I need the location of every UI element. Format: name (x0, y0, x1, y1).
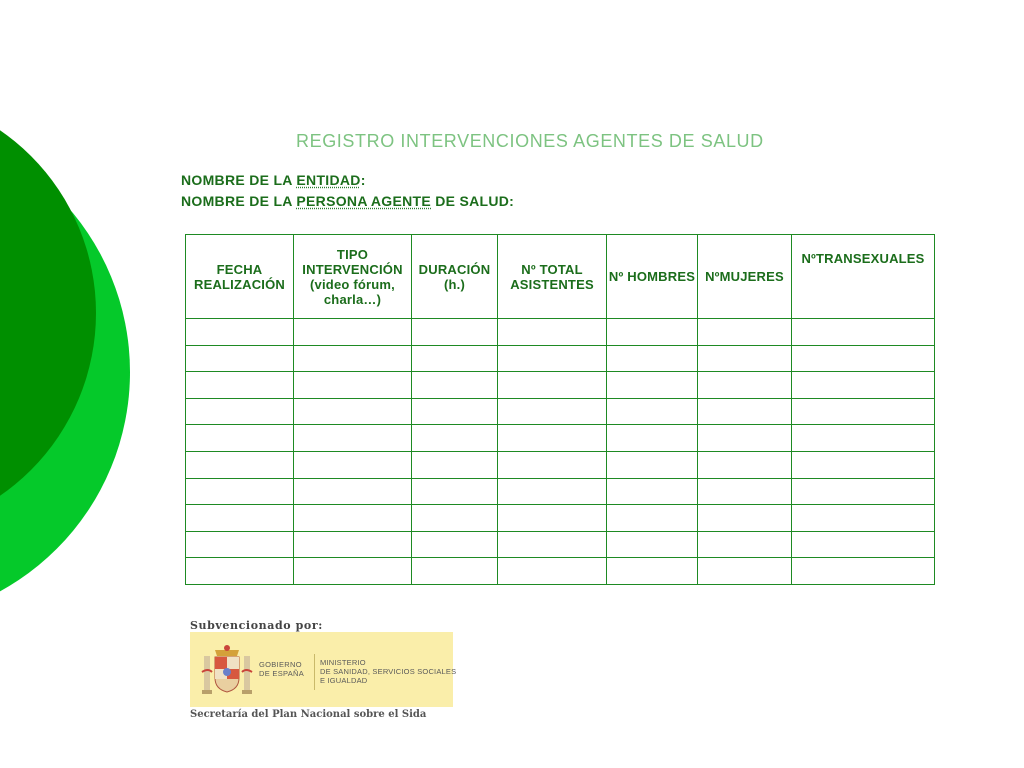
table-cell[interactable] (607, 558, 698, 585)
logo-line: E IGUALDAD (320, 676, 368, 685)
table-cell[interactable] (607, 451, 698, 478)
table-cell[interactable] (792, 319, 935, 346)
table-row (186, 398, 935, 425)
table-cell[interactable] (698, 531, 792, 558)
logo-line: DE SANIDAD, SERVICIOS SOCIALES (320, 667, 457, 676)
table-cell[interactable] (412, 451, 498, 478)
table-row (186, 531, 935, 558)
table-cell[interactable] (792, 505, 935, 532)
table-cell[interactable] (698, 319, 792, 346)
field-label-underlined: ENTIDAD (296, 172, 361, 188)
logo-line: DE ESPAÑA (259, 669, 305, 678)
table-cell[interactable] (412, 478, 498, 505)
table-cell[interactable] (186, 451, 294, 478)
header-total-attendees: Nº TOTAL ASISTENTES (498, 235, 607, 319)
table-cell[interactable] (698, 372, 792, 399)
table-row (186, 372, 935, 399)
logo-line: GOBIERNO (259, 660, 302, 669)
table-cell[interactable] (792, 558, 935, 585)
table-cell[interactable] (412, 345, 498, 372)
table-cell[interactable] (294, 372, 412, 399)
table-cell[interactable] (186, 345, 294, 372)
table-cell[interactable] (607, 372, 698, 399)
table-cell[interactable] (498, 451, 607, 478)
entity-name-field (181, 172, 366, 188)
table-cell[interactable] (607, 478, 698, 505)
field-label-suffix: : (360, 172, 366, 188)
table-cell[interactable] (698, 505, 792, 532)
field-label-underlined: PERSONA AGENTE (296, 193, 432, 209)
table-cell[interactable] (498, 531, 607, 558)
table-cell[interactable] (412, 558, 498, 585)
table-cell[interactable] (294, 558, 412, 585)
table-cell[interactable] (698, 425, 792, 452)
header-intervention-type: TIPO INTERVENCIÓN (video fórum, charla…) (294, 235, 412, 319)
table-cell[interactable] (792, 451, 935, 478)
table-row (186, 478, 935, 505)
table-cell[interactable] (698, 398, 792, 425)
table-cell[interactable] (792, 478, 935, 505)
document-title: REGISTRO INTERVENCIONES AGENTES DE SALUD (296, 131, 764, 151)
table-row (186, 505, 935, 532)
header-men: Nº HOMBRES (607, 235, 698, 319)
table-cell[interactable] (186, 505, 294, 532)
table-cell[interactable] (607, 345, 698, 372)
logo-text-gobierno (259, 660, 304, 678)
field-label-suffix: DE SALUD: (431, 193, 515, 209)
table-cell[interactable] (607, 319, 698, 346)
table-cell[interactable] (294, 478, 412, 505)
table-cell[interactable] (186, 425, 294, 452)
table-cell[interactable] (294, 451, 412, 478)
table-cell[interactable] (498, 425, 607, 452)
table-cell[interactable] (294, 345, 412, 372)
table-cell[interactable] (698, 558, 792, 585)
table-cell[interactable] (498, 398, 607, 425)
table-cell[interactable] (498, 372, 607, 399)
header-women: NºMUJERES (698, 235, 792, 319)
table-row (186, 345, 935, 372)
table-cell[interactable] (294, 425, 412, 452)
table-row (186, 425, 935, 452)
table-cell[interactable] (498, 505, 607, 532)
logo-text-ministerio (320, 658, 456, 685)
table-cell[interactable] (498, 558, 607, 585)
table-cell[interactable] (792, 398, 935, 425)
table-cell[interactable] (186, 319, 294, 346)
table-cell[interactable] (498, 319, 607, 346)
table-cell[interactable] (698, 345, 792, 372)
table-cell[interactable] (412, 531, 498, 558)
table-cell[interactable] (698, 451, 792, 478)
table-cell[interactable] (294, 531, 412, 558)
table-body (186, 319, 935, 585)
table-cell[interactable] (186, 372, 294, 399)
table-cell[interactable] (186, 558, 294, 585)
decorative-green-circles (0, 0, 140, 640)
subsidized-by-label: Subvencionado por: (190, 619, 323, 632)
table-cell[interactable] (412, 319, 498, 346)
table-cell[interactable] (294, 319, 412, 346)
header-transgender: NºTRANSEXUALES (792, 235, 935, 319)
table-cell[interactable] (412, 398, 498, 425)
table-cell[interactable] (294, 398, 412, 425)
table-cell[interactable] (412, 505, 498, 532)
table-cell[interactable] (412, 425, 498, 452)
table-cell[interactable] (792, 531, 935, 558)
table-cell[interactable] (186, 478, 294, 505)
table-cell[interactable] (186, 398, 294, 425)
table-cell[interactable] (607, 425, 698, 452)
table-row (186, 319, 935, 346)
field-label-prefix: NOMBRE DE LA (181, 193, 297, 209)
table-cell[interactable] (698, 478, 792, 505)
logo-line: MINISTERIO (320, 658, 366, 667)
header-duration: DURACIÓN (h.) (412, 235, 498, 319)
table-row (186, 451, 935, 478)
table-cell[interactable] (792, 425, 935, 452)
header-date: FECHA REALIZACIÓN (186, 235, 294, 319)
table-cell[interactable] (498, 345, 607, 372)
table-cell[interactable] (792, 345, 935, 372)
table-header-row (186, 235, 935, 319)
field-label-prefix: NOMBRE DE LA (181, 172, 297, 188)
table-cell[interactable] (792, 372, 935, 399)
government-logo (190, 632, 457, 707)
table-cell[interactable] (186, 531, 294, 558)
agent-name-field (181, 193, 514, 209)
intervention-register-table (185, 234, 935, 585)
table-row (186, 558, 935, 585)
table-cell[interactable] (412, 372, 498, 399)
table-cell[interactable] (607, 398, 698, 425)
table-cell[interactable] (607, 531, 698, 558)
secretariat-label: Secretaría del Plan Nacional sobre el Sida (190, 709, 427, 720)
table-cell[interactable] (607, 505, 698, 532)
coat-of-arms-icon (200, 642, 254, 700)
table-cell[interactable] (498, 478, 607, 505)
logo-divider (314, 654, 315, 690)
table-cell[interactable] (294, 505, 412, 532)
